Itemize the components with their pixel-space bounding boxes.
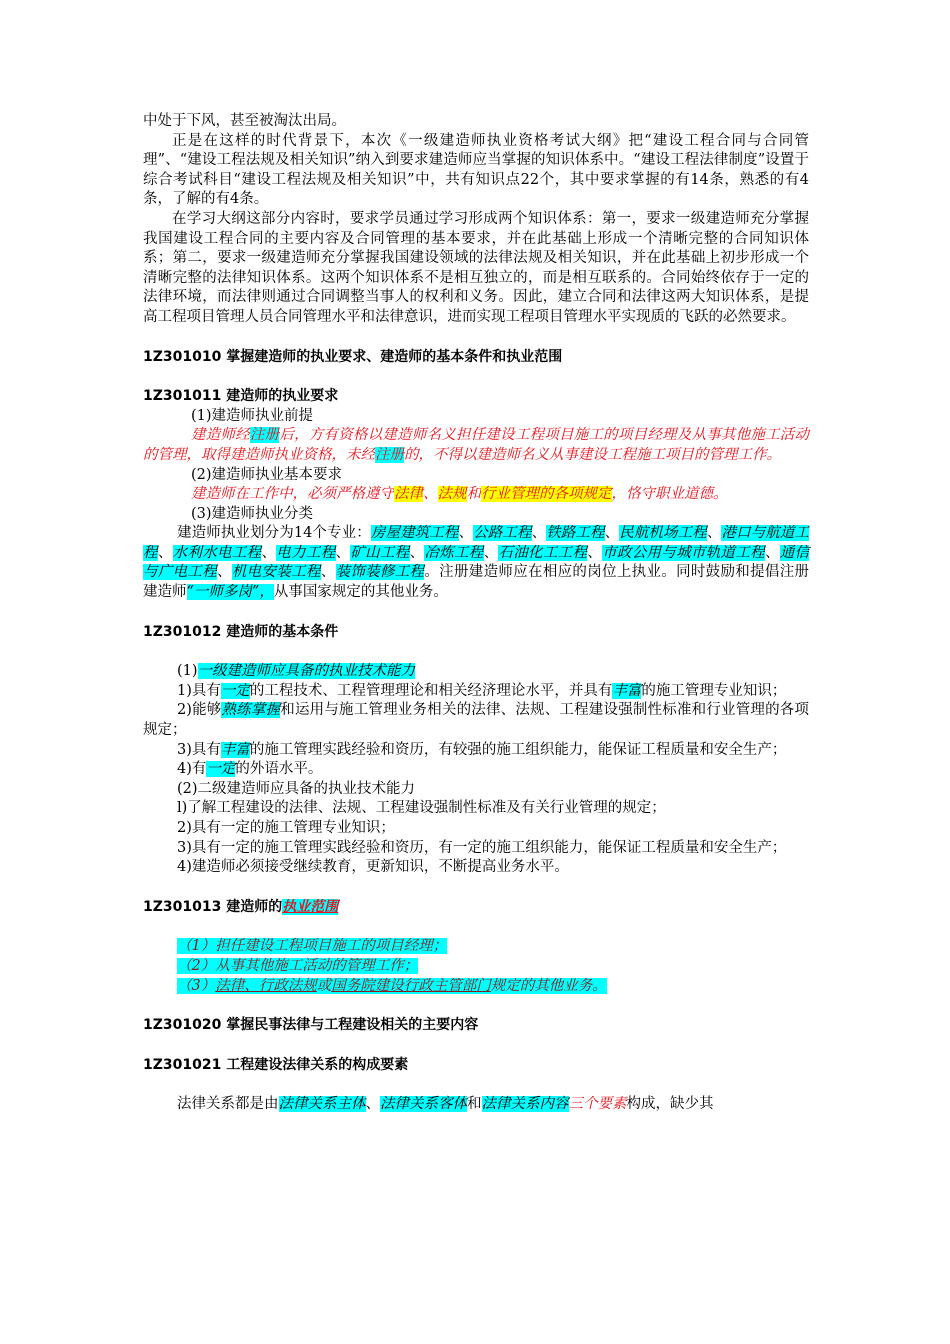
specialty-item: 装饰装修工程: [335, 564, 425, 581]
section-heading-1z301013: 1Z301013 建造师的执业范围: [143, 898, 339, 915]
specialty-item: 冶炼工程: [424, 544, 484, 561]
specialty-separator: 、: [335, 544, 351, 561]
section-heading-1z301020: 1Z301020 掌握民事法律与工程建设相关的主要内容: [143, 1017, 479, 1034]
item-3-body: 建造师执业划分为14个专业：房屋建筑工程、公路工程、铁路工程、民航机场工程、港口与航道工程、水利水电工程、电力工程、矿山工程、冶炼工程、石油化工工程、市政公用与城市轨道工程、通信与广电工程、机电安装工程、装饰装修工程。注册建造师应在相应的岗位上执业。同时鼓励和提倡注册建造师“一师多岗”，从事国家规定的其他业务。: [143, 525, 810, 601]
intro-paragraph-2: 正是在这样的时代背景下，本次《一级建造师执业资格考试大纲》把“建设工程合同与合同管理”、“建设工程法规及相关知识”纳入到要求建造师应当掌握的知识体系中。“建设工程法律制度”设置于综合考试科目“建设工程法规及相关知识”中，共有知识点22个，其中要求掌握的有14条，熟悉的有4条，了解的有4条。: [143, 132, 809, 208]
scope-item-3: （3）法律、行政法规或国务院建设行政主管部门规定的其他业务。: [177, 977, 607, 994]
specialty-separator: 、: [604, 525, 620, 542]
item-1-body: 建造师经注册后，方有资格以建造师名义担任建设工程项目施工的项目经理及从事其他施工活动的管理，取得建造师执业资格，未经注册的，不得以建造师名义从事建设工程施工项目的管理工作。: [143, 427, 810, 463]
level-2-item-4: 4)建造师必须接受继续教育，更新知识，不断提高业务水平。: [177, 859, 569, 876]
scope-item-1: （1）担任建设工程项目施工的项目经理；: [177, 938, 448, 955]
specialty-item: 电力工程: [276, 544, 336, 561]
level-2-item-3: 3)具有一定的施工管理实践经验和资历，有一定的施工组织能力，能保证工程质量和安全生产；: [177, 839, 787, 856]
item-2-title: (2)建造师执业基本要求: [191, 466, 343, 483]
specialty-item: 公路工程: [473, 525, 532, 542]
specialty-separator: 、: [458, 525, 474, 542]
section-heading-1z301010: 1Z301010 掌握建造师的执业要求、建造师的基本条件和执业范围: [143, 348, 563, 365]
level-1-item-2: 2)能够熟练掌握和运用与施工管理业务相关的法律、法规、工程建设强制性标准和行业管理的各项规定；: [143, 702, 810, 739]
specialty-separator: 、: [320, 564, 336, 581]
specialty-separator: 、: [531, 525, 547, 542]
specialty-separator: 、: [483, 544, 499, 561]
level-1-item-3: 3)具有丰富的施工管理实践经验和资历，有较强的施工组织能力，能保证工程质量和安全生产；: [177, 741, 787, 758]
specialty-separator: 、: [217, 564, 232, 581]
specialty-separator: 、: [409, 544, 425, 561]
specialty-separator: 、: [587, 544, 603, 561]
specialty-item: 房屋建筑工程: [370, 525, 459, 542]
specialty-item: 市政公用与城市轨道工程: [602, 544, 765, 561]
level-1-title: (1)一级建造师应具备的执业技术能力: [177, 663, 416, 680]
specialty-item: 通信与广电工程: [143, 544, 810, 581]
item-1-title: (1)建造师执业前提: [191, 407, 314, 424]
specialty-separator: 、: [764, 544, 780, 561]
legal-relation-paragraph: 法律关系都是由法律关系主体、法律关系客体和法律关系内容三个要素构成，缺少其: [177, 1096, 714, 1113]
specialty-item: 铁路工程: [546, 525, 605, 542]
section-heading-1z301021: 1Z301021 工程建设法律关系的构成要素: [143, 1056, 409, 1073]
specialty-separator: 、: [157, 544, 173, 561]
specialty-item: 港口与航道工程: [143, 525, 810, 561]
level-2-item-2: 2)具有一定的施工管理专业知识；: [177, 820, 395, 836]
specialty-item: 矿山工程: [350, 544, 410, 561]
specialty-item: 石油化工工程: [498, 544, 588, 561]
item-3-title: (3)建造师执业分类: [191, 505, 314, 522]
specialty-item: 机电安装工程: [231, 564, 321, 581]
intro-paragraph-3: 在学习大纲这部分内容时，要求学员通过学习形成两个知识体系：第一，要求一级建造师充分掌握我国建设工程合同的主要内容及合同管理的基本要求，并在此基础上形成一个清晰完整的合同知识体系；第二，要求一级建造师充分掌握我国建设领域的法律法规及相关知识，并在此基础上初步形成一个清晰完整的法律知识体系。这两个知识体系不是相互独立的，而是相互联系的。合同始终依存于一定的法律环境，而法律则通过合同调整当事人的权利和义务。因此，建立合同和法律这两大知识体系，是提高工程项目管理人员合同管理水平和法律意识，进而实现工程项目管理水平实现质的飞跃的必然要求。: [143, 210, 809, 325]
level-2-title: (2)二级建造师应具备的执业技术能力: [177, 780, 416, 797]
level-1-item-1: 1)具有一定的工程技术、工程管理理论和相关经济理论水平，并具有丰富的施工管理专业知识；: [177, 682, 787, 699]
scope-item-2: （2）从事其他施工活动的管理工作；: [177, 957, 419, 974]
specialty-item: 水利水电工程: [172, 544, 262, 561]
level-1-item-4: 4)有一定的外语水平。: [177, 761, 323, 778]
section-heading-1z301012: 1Z301012 建造师的基本条件: [143, 623, 339, 640]
section-heading-1z301011: 1Z301011 建造师的执业要求: [143, 388, 339, 405]
item-2-body: 建造师在工作中，必须严格遵守法律、法规和行业管理的各项规定，恪守职业道德。: [191, 486, 728, 503]
intro-line: 中处于下风，甚至被淘汰出局。: [143, 113, 346, 129]
level-2-item-1: l)了解工程建设的法律、法规、工程建设强制性标准及有关行业管理的规定；: [177, 800, 666, 817]
specialty-separator: 、: [261, 544, 277, 561]
specialty-separator: 、: [706, 525, 722, 542]
specialty-item: 民航机场工程: [619, 525, 707, 542]
document-page: [143, 112, 809, 1115]
